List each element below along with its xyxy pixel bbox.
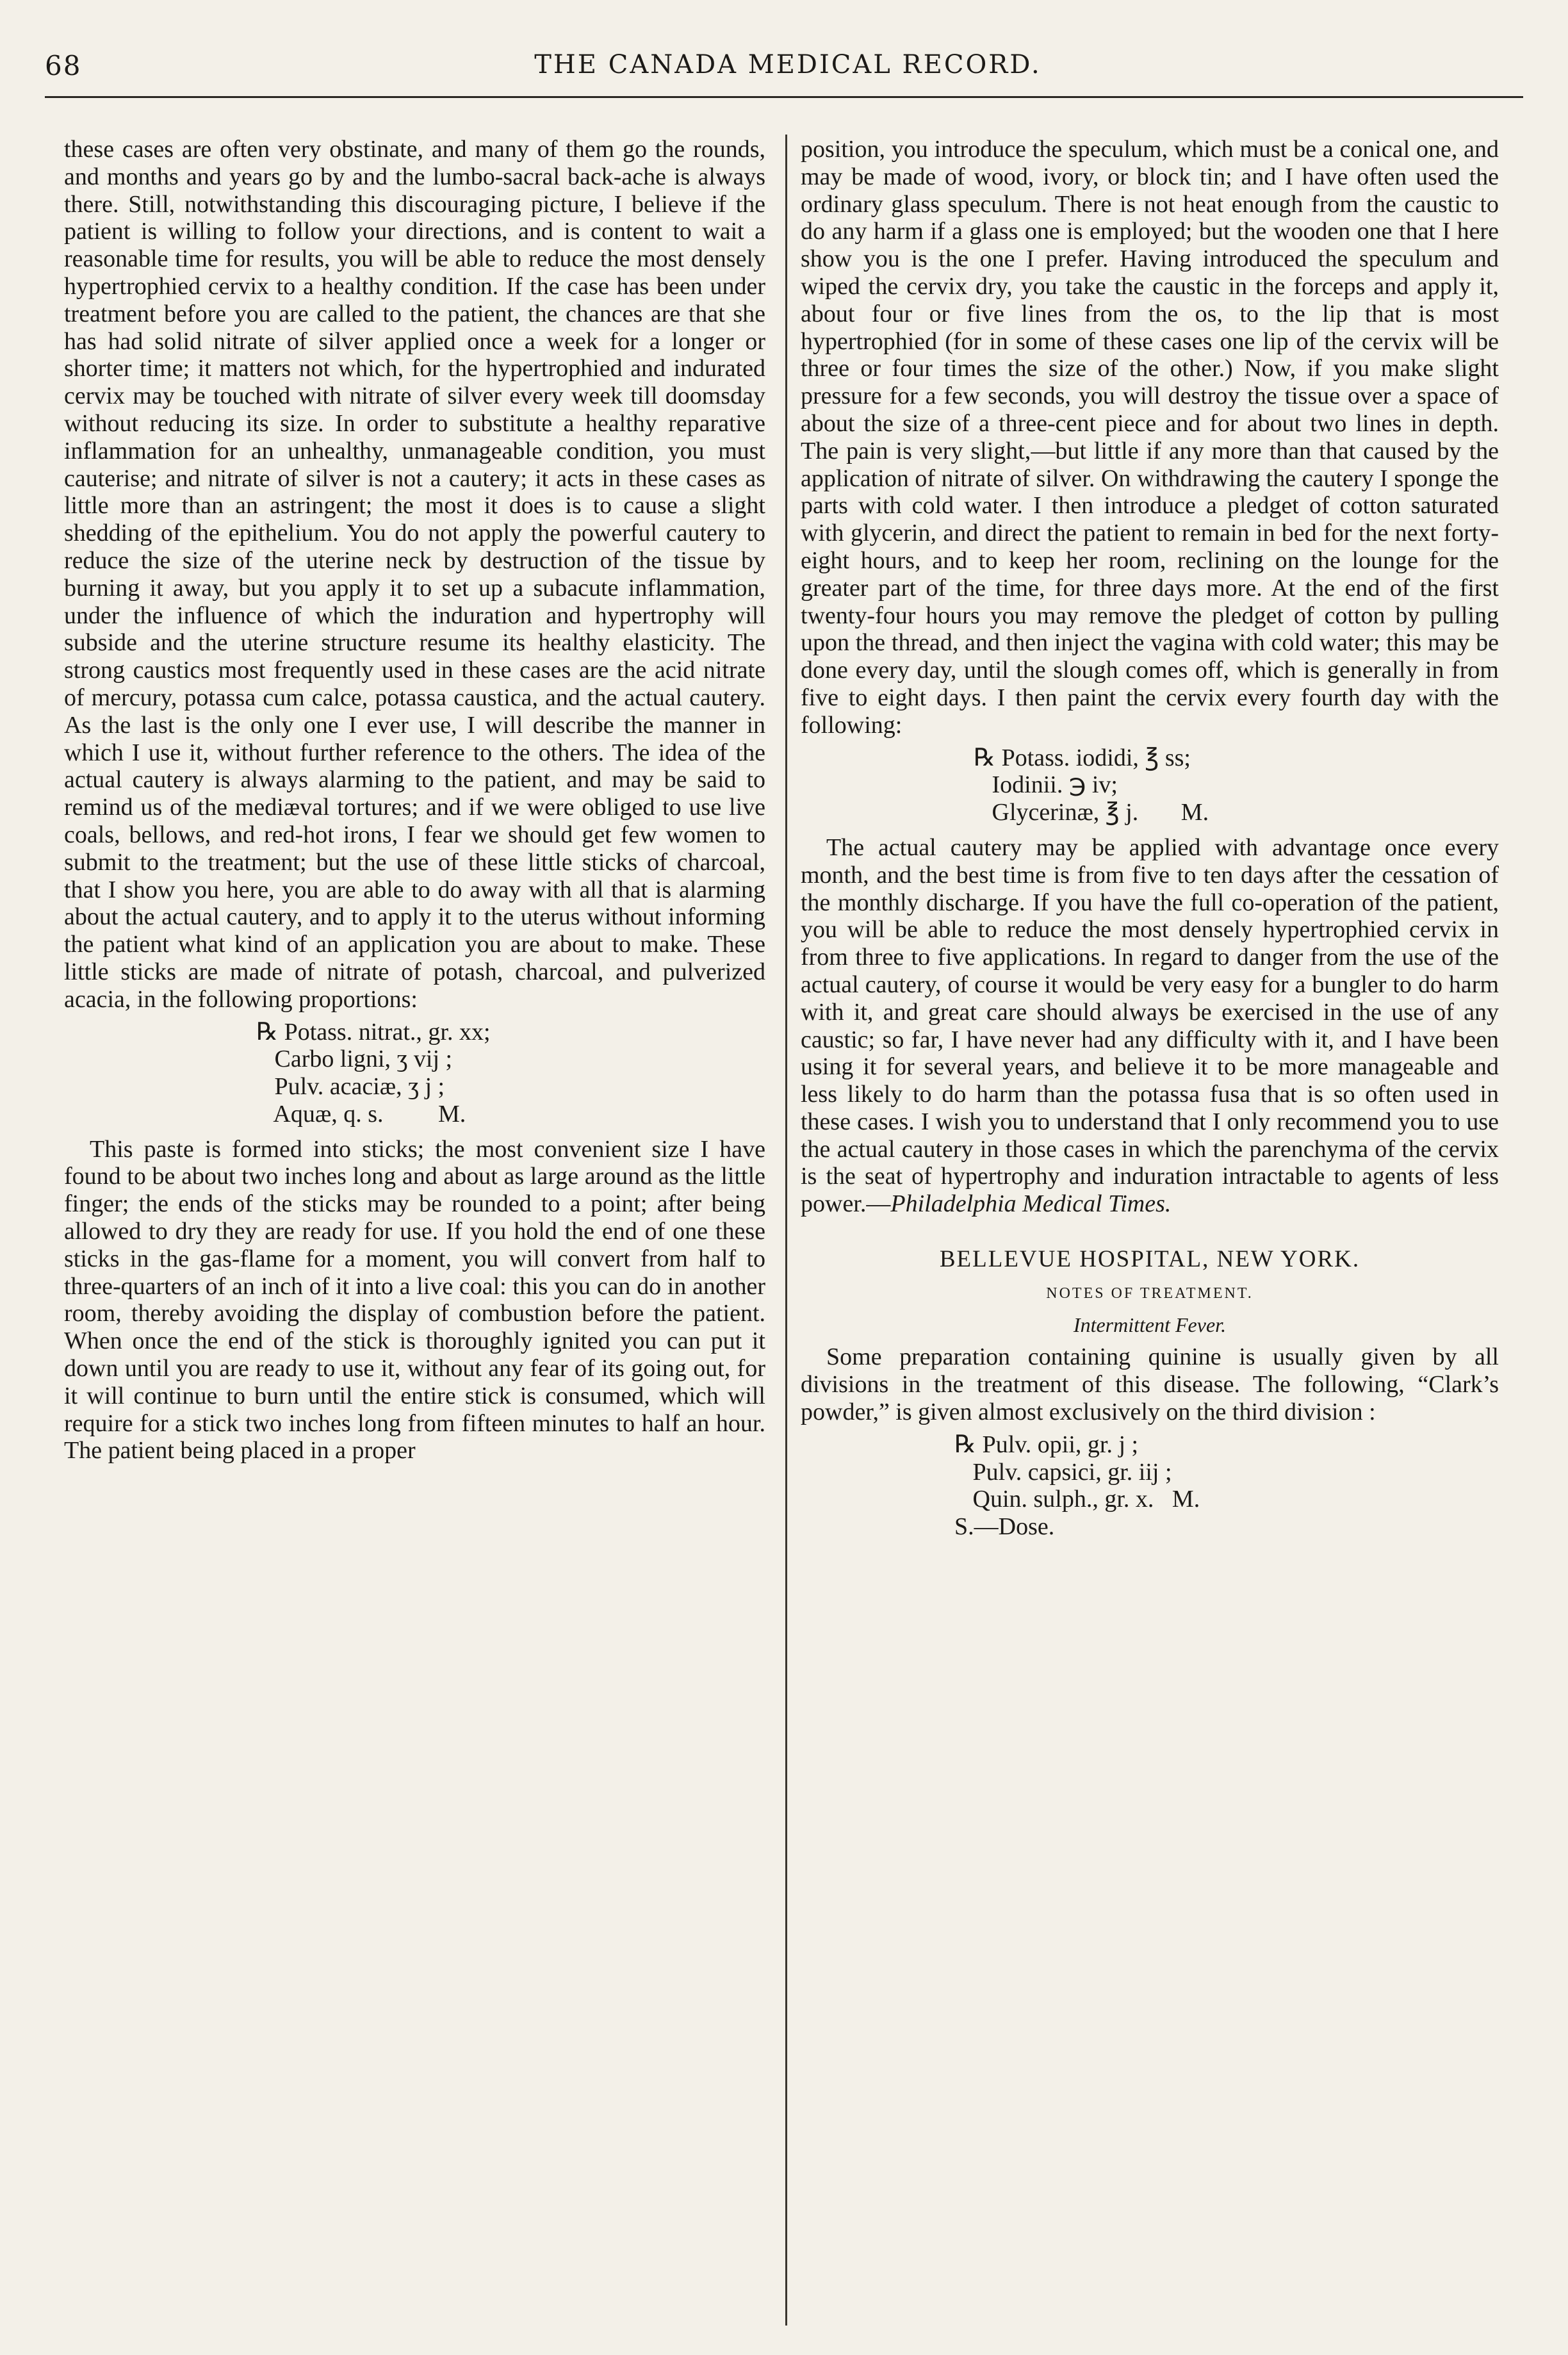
prescription-charcoal-sticks	[64, 1019, 765, 1128]
rx-line: Pulv. acaciæ, ʒ j ;	[256, 1073, 445, 1101]
prescription-iodine-paint	[801, 744, 1499, 826]
rx-line: Aquæ, q. s. M.	[256, 1100, 466, 1128]
rx-line: Carbo ligni, ʒ vij ;	[256, 1046, 453, 1073]
rx-line: ℞ Potass. iodidi, ℥ ss;	[974, 744, 1191, 771]
rx-line: Glycerinæ, ℥ j. M.	[974, 799, 1209, 826]
rx-line: ℞ Pulv. opii, gr. j ;	[954, 1431, 1139, 1458]
rx-line: Quin. sulph., gr. x. M.	[954, 1486, 1200, 1513]
paragraph-text: The actual cautery may be applied with advantage once every month, and the best time is from five to ten days after the cessation of the monthly discharge. If you have the full co-operation of the patient, you will be able to reduce the most densely hypertrophied cervix in from three to five applications. In regard to danger from the use of the actual cautery, of course it would be very easy for a bungler to do harm with it, and great care should always be exercised in the use of any caustic; so far, I have never had any difficulty with it, and I have been using it for several years, and believe it to be more manageable and less likely to do harm than the potassa fusa that is so often used in these cases. I wish you to understand that I only recommend you to use the actual cautery in those cases in which the parenchyma of the cervix is the seat of hypertrophy and induration intractable to agents of less power.—	[801, 833, 1499, 1218]
section-subheading: NOTES OF TREATMENT.	[1046, 1284, 1254, 1302]
rx-line: S.—Dose.	[954, 1513, 1055, 1541]
right-column	[801, 136, 1499, 1548]
column-divider	[785, 135, 787, 2326]
prescription-clarks-powder	[801, 1431, 1499, 1541]
left-paragraph-1: these cases are often very obstinate, and many of them go the rounds, and months and years go by and the lumbo-sacral back-ache is always there. Still, notwithstanding this discouraging picture, I believe if the patient is willing to follow your directions, and is content to wait a reasonable time for results, you will be able to reduce the most densely hypertrophied cervix to a healthy condition. If the case has been under treatment before you are called to the patient, the chances are that she has had solid nitrate of silver applied once a week for a longer or shorter time; it matters not which, for the hypertrophied and indurated cervix may be touched with nitrate of silver every week till doomsday without reducing its size. In order to substitute a healthy reparative inflammation for an unhealthy, unmanageable condition, you must cauterise; and nitrate of silver is not a cautery; it acts in these cases as little more than an astringent; the most it does is to cause a slight shedding of the epithelium. You do not apply the powerful cautery to reduce the size of the uterine neck by destruction of the tissue by burning it away, but you apply it to set up a subacute inflammation, under the influence of which the induration and hypertrophy will subside and the uterine structure resume its healthy elasticity. The strong caustics most frequently used in these cases are the acid nitrate of mercury, potassa cum calce, potassa caustica, and the actual cautery. As the last is the only one I ever use, I will describe the manner in which I use it, without further reference to the others. The idea of the actual cautery is always alarming to the patient, and may be said to remind us of the mediæval tortures; and if we were obliged to use live coals, bellows, and red-hot irons, I fear we should get few women to submit to the treatment; but the use of these little sticks of charcoal, that I show you here, you are able to do away with all that is alarming about the actual cautery, and to apply it to the uterus without informing the patient what kind of an application you are about to make. These little sticks are made of nitrate of potash, charcoal, and pulverized acacia, in the following proportions:	[64, 136, 765, 1013]
section-heading: BELLEVUE HOSPITAL, NEW YORK.	[939, 1246, 1360, 1273]
page-number: 68	[45, 50, 82, 81]
left-column	[64, 136, 765, 1465]
right-paragraph-2	[801, 834, 1499, 1218]
source-attribution: Philadelphia Medical Times.	[890, 1190, 1172, 1218]
rx-line: Pulv. capsici, gr. iij ;	[954, 1458, 1172, 1486]
right-paragraph-3: Some preparation containing quinine is usually given by all divisions in the treatment of this disease. The following, “Clark’s powder,” is given almost exclusively on the third division :	[801, 1343, 1499, 1426]
rx-line: ℞ Potass. nitrat., gr. xx;	[256, 1018, 491, 1046]
page-header	[45, 50, 1531, 95]
journal-title: THE CANADA MEDICAL RECORD.	[534, 50, 1041, 79]
right-paragraph-1: position, you introduce the speculum, which must be a conical one, and may be made of wood, ivory, or block tin; and I have often used the ordinary glass speculum. There is not heat enough from the caustic to do any harm if a glass one is employed; but the wooden one that I here show you is the one I prefer. Having introduced the speculum and wiped the cervix dry, you take the caustic in the forceps and apply it, about four or five lines from the os, to the lip that is most hypertrophied (for in some of these cases one lip of the cervix will be three or four times the size of the other.) Now, if you make slight pressure for a few seconds, you will destroy the tissue over a space of about the size of a three-cent piece and for about two lines in depth. The pain is very slight,—but little if any more than that caused by the application of nitrate of silver. On withdrawing the cautery I sponge the parts with cold water. I then introduce a pledget of cotton saturated with glycerin, and direct the patient to remain in bed for the next forty-eight hours, and to keep her room, reclining on the lounge for the greater part of the time, for three days more. At the end of the first twenty-four hours you may remove the pledget of cotton by pulling upon the thread, and then inject the vagina with cold water; this may be done every day, until the slough comes off, which is generally in from five to eight days. I then paint the cervix every fourth day with the following:	[801, 136, 1499, 739]
rx-line: Iodinii. ℈ iv;	[974, 771, 1118, 799]
section-subtitle: Intermittent Fever.	[1073, 1313, 1227, 1336]
left-paragraph-2: This paste is formed into sticks; the most convenient size I have found to be about two inches long and about as large around as the little finger; the ends of the sticks may be rounded to a point; after being allowed to dry they are ready for use. If you hold the end of one these sticks in the gas-flame for a moment, you will convert from half to three-quarters of an inch of it into a live coal: this you can do in another room, thereby avoiding the display of combustion before the patient. When once the end of the stick is thoroughly ignited you can put it down until you are ready to use it, without any fear of its going out, for it will continue to burn until the entire stick is consumed, which will require for a stick two inches long from fifteen minutes to half an hour. The patient being placed in a proper	[64, 1135, 765, 1465]
header-rule	[45, 96, 1523, 98]
